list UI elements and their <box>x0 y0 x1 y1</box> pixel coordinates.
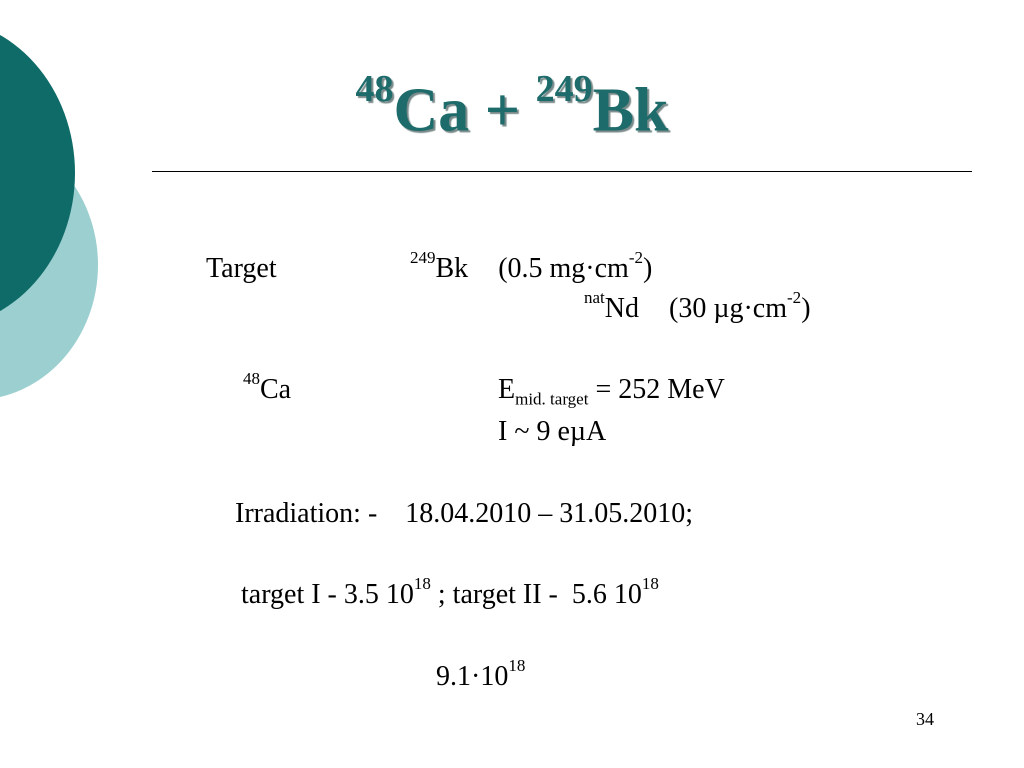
beam-current: I ~ 9 eµA <box>498 416 607 447</box>
target-bk-line <box>410 247 653 284</box>
bk-element: Bk <box>435 253 469 284</box>
target-doses <box>241 573 659 610</box>
title-element-bk: Bk <box>592 76 669 145</box>
bk-mass: 249 <box>410 247 436 267</box>
nd-prefix: nat <box>584 287 605 307</box>
energy-subscript: mid. target <box>515 389 589 409</box>
nd-close-paren: ) <box>801 293 811 324</box>
title-divider <box>152 171 972 172</box>
slide-title <box>0 68 1024 145</box>
beam-label <box>243 368 292 405</box>
title-element-ca: Ca <box>393 76 470 145</box>
nd-element: Nd <box>604 293 640 324</box>
target-nd-line <box>584 287 811 324</box>
total-dose <box>436 655 526 692</box>
page-number: 34 <box>916 709 934 729</box>
beam-element: Ca <box>260 374 292 405</box>
title-mass-ca: 48 <box>355 68 394 110</box>
dose-target-2-exponent: 18 <box>641 573 659 593</box>
bk-close-paren: ) <box>643 253 653 284</box>
nd-thickness: (30 µg·cm <box>669 293 788 324</box>
energy-symbol: E <box>498 374 516 405</box>
bk-exponent: -2 <box>628 247 643 267</box>
title-mass-bk: 249 <box>535 68 593 110</box>
beam-mass: 48 <box>243 368 260 388</box>
target-label: Target <box>206 253 277 284</box>
dose-target-1-exponent: 18 <box>413 573 431 593</box>
energy-value: = 252 MeV <box>588 374 725 405</box>
title-plus: + <box>469 76 536 145</box>
irradiation-period: Irradiation: - 18.04.2010 – 31.05.2010; <box>235 498 694 529</box>
beam-energy <box>498 374 725 409</box>
nd-exponent: -2 <box>787 287 802 307</box>
bk-thickness: (0.5 mg·cm <box>498 253 629 284</box>
dose-target-1: target I - 3.5 10 <box>241 579 414 610</box>
dose-target-2: ; target II - 5.6 10 <box>430 579 642 610</box>
total-dose-value: 9.1·10 <box>436 661 509 692</box>
total-dose-exponent: 18 <box>508 655 526 675</box>
